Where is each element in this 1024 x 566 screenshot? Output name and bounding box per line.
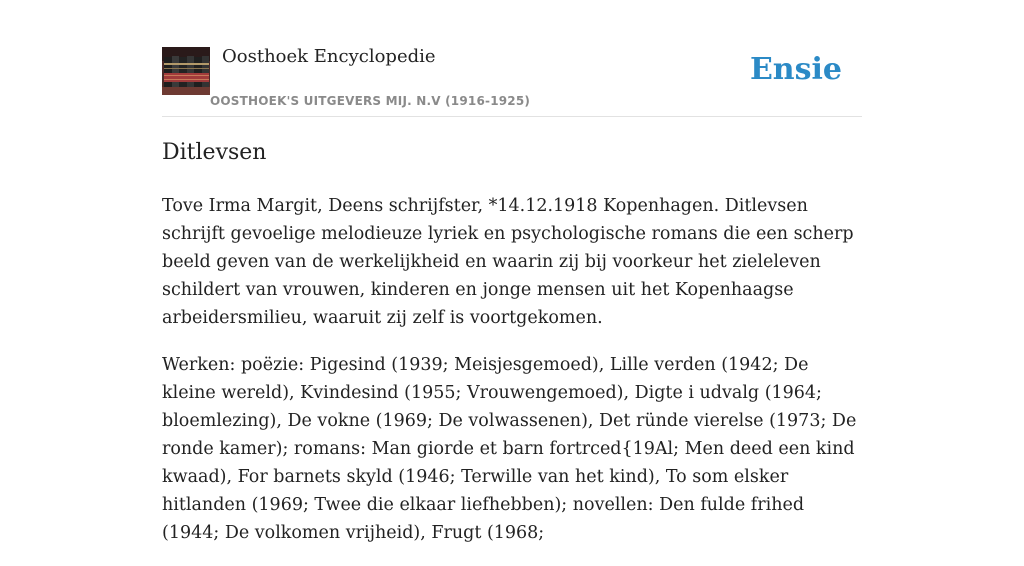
article-paragraph: Tove Irma Margit, Deens schrijfster, *14.12.1918 Kopenhagen. Ditlevsen schrijft gevoelige melodieuze lyriek en psychologische romans die een scherp beeld geven van de werkelijkheid en waarin zij bij voorkeur het zieleleven schildert van vrouwen, kinderen en jonge mensen uit het Kopenhaagse arbeidersmilieu, waaruit zij zelf is voortgekomen. — [162, 196, 854, 328]
brand-logo-link[interactable]: Ensie — [749, 52, 842, 87]
source-avatar[interactable] — [162, 47, 210, 95]
source-publisher: OOSTHOEK'S UITGEVERS MIJ. N.V (1916-1925) — [210, 94, 531, 108]
article-body — [162, 192, 862, 566]
encyclopedia-books-icon — [162, 47, 210, 95]
source-header — [162, 46, 862, 117]
source-title[interactable]: Oosthoek Encyclopedie — [222, 46, 436, 67]
article-paragraph: Werken: poëzie: Pigesind (1939; Meisjesgemoed), Lille verden (1942; De kleine wereld), Kvindesind (1955; Vrouwengemoed), Digte i udvalg (1964; bloemlezing), De vokne (1969; De volwassenen), Det ründe vierelse (1973; De ronde kamer); romans: Man giorde et barn fortrced{19Al; Men deed een kind kwaad), For barnets skyld (1946; Terwille van het kind), To som elsker hitlanden (1969; Twee die elkaar liefhebben); novellen: Den fulde frihed (1944; De volkomen vrijheid), Frugt (1968; — [162, 355, 857, 543]
page-title: Ditlevsen — [162, 140, 267, 165]
